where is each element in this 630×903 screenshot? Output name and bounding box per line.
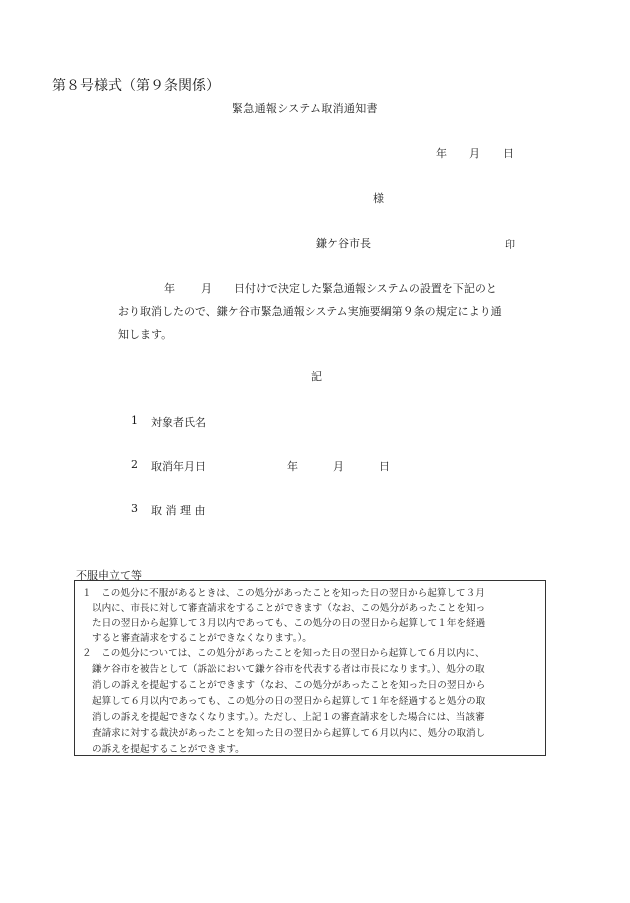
item-2-label: 取消年月日: [151, 460, 206, 473]
addressee-suffix: 様: [373, 192, 384, 205]
objection-line: ２ この処分については、この処分があったことを知った日の翌日から起算して６月以内に、: [82, 648, 485, 659]
objection-line: た日の翌日から起算して３月以内であっても、この処分の日の翌日から起算して１年を経過: [92, 618, 486, 629]
body-line-3: 知します。: [118, 328, 173, 341]
header-date-day: 日: [503, 147, 514, 160]
objection-line: 鎌ケ谷市を被告として（訴訟において鎌ケ谷市を代表する者は市長になります。）、処分の取: [92, 664, 485, 675]
body-month: 月: [201, 282, 212, 295]
objection-line: の訴えを提起することができます。: [92, 744, 245, 755]
objection-line: すると審査請求をすることができなくなります。）。: [92, 633, 312, 644]
objection-line: 査請求に対する裁決があったことを知った日の翌日から起算して６月以内に、処分の取消し: [92, 728, 486, 739]
item-1-number: 1: [131, 414, 138, 427]
ki-heading: 記: [311, 370, 322, 383]
objection-box: [74, 580, 546, 756]
body-year: 年: [164, 282, 175, 295]
body-line-2: おり取消したので、鎌ケ谷市緊急通報システム実施要綱第９条の規定により通: [118, 305, 502, 318]
objection-line: 以内に、市長に対して審査請求をすることができます（なお、この処分があったことを知っ: [92, 603, 486, 614]
item-2-day: 日: [379, 460, 390, 473]
objection-line: 起算して６月以内であっても、この処分の日の翌日から起算して１年を経過すると処分の取: [92, 696, 486, 707]
header-date-year: 年: [436, 147, 447, 160]
document-title: 緊急通報システム取消通知書: [232, 102, 378, 115]
objection-line: 消しの訴えを提起することができます（なお、この処分があったことを知った日の翌日から: [92, 680, 486, 691]
body-line-1: 日付けで決定した緊急通報システムの設置を下記のと: [234, 282, 497, 295]
item-2-year: 年: [287, 460, 298, 473]
form-number-title: 第８号様式（第９条関係）: [52, 78, 220, 94]
item-1-label: 対象者氏名: [151, 416, 206, 429]
header-date-month: 月: [469, 147, 480, 160]
item-3-number: 3: [131, 502, 138, 515]
objection-line: 消しの訴えを提起できなくなります。）。ただし、上記１の審査請求をした場合には、当該審: [92, 712, 485, 723]
item-2-number: 2: [131, 458, 138, 471]
item-2-month: 月: [333, 460, 344, 473]
sender-name: 鎌ケ谷市長: [316, 237, 371, 250]
item-3-label: 取 消 理 由: [151, 504, 206, 517]
objection-line: １ この処分に不服があるときは、この処分があったことを知った日の翌日から起算して３月: [82, 588, 485, 599]
objection-heading: 不服申立て等: [76, 569, 142, 582]
seal-mark: 印: [505, 240, 515, 251]
